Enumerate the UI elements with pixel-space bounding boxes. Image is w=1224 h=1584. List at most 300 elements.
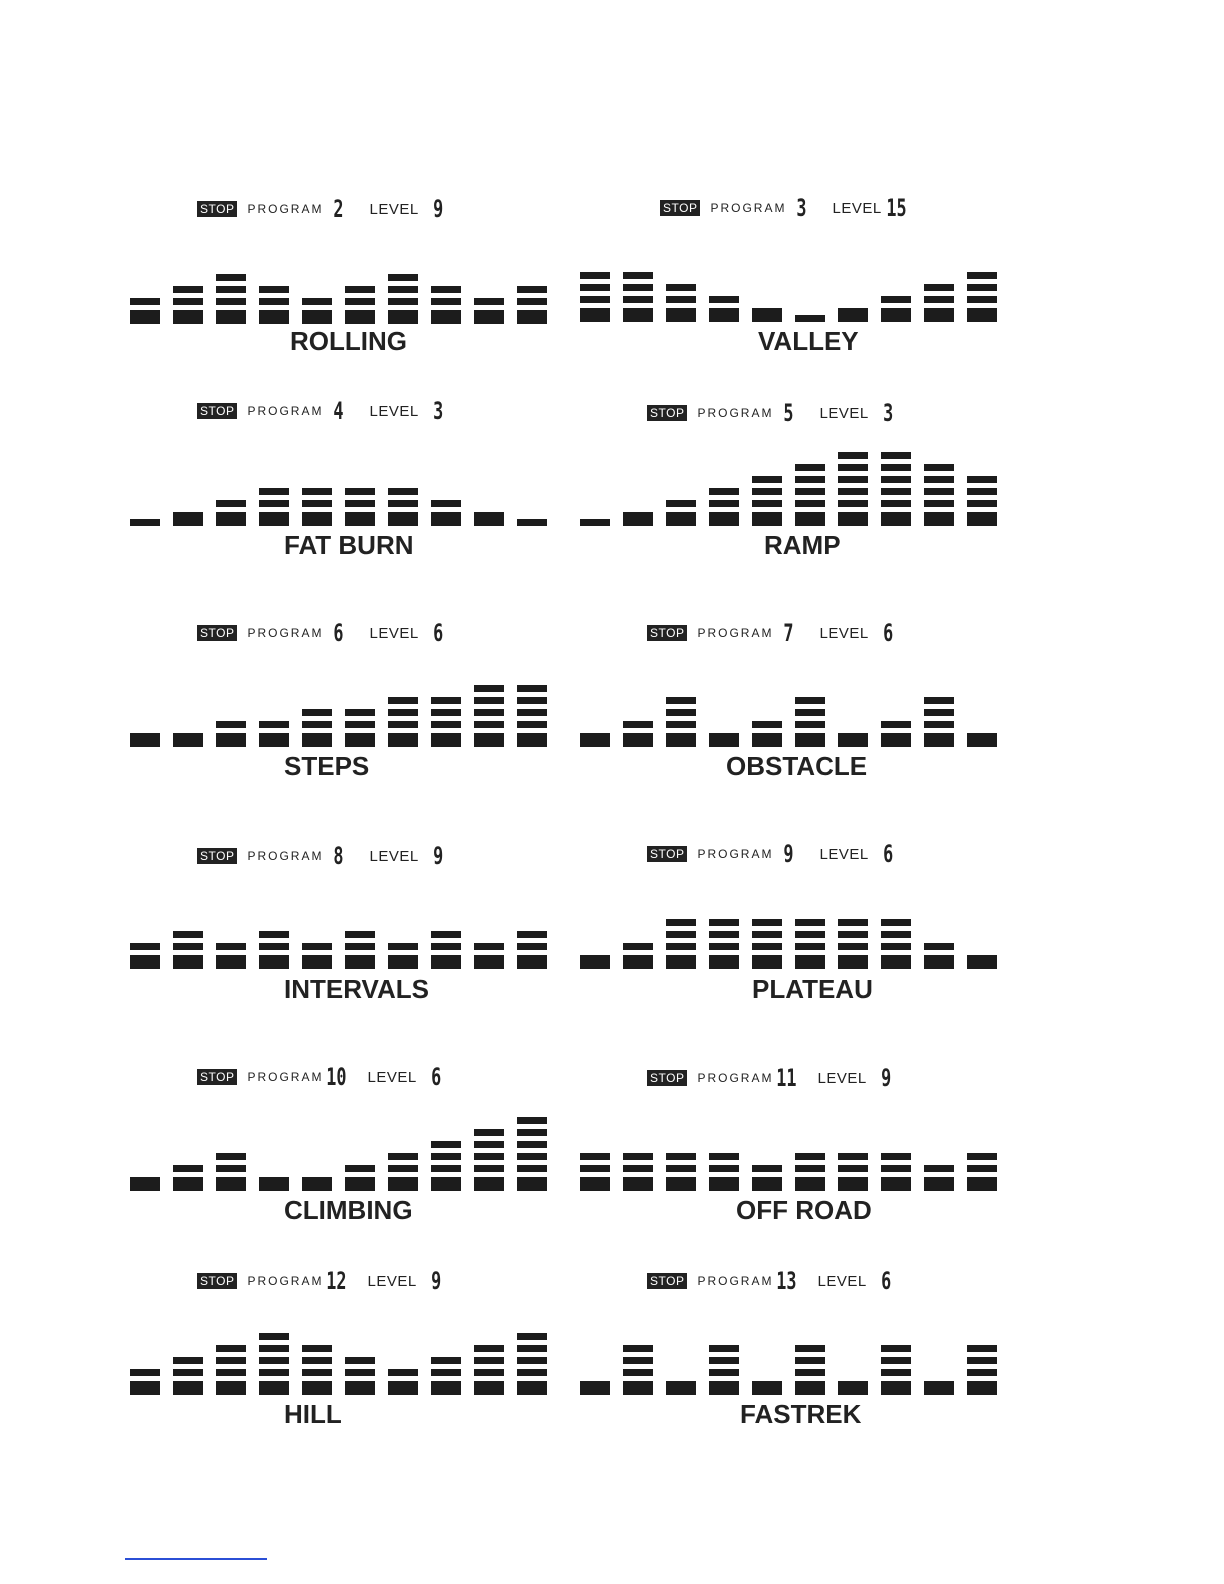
profile-segment xyxy=(795,943,825,950)
profile-segment xyxy=(666,1177,696,1184)
profile-segment xyxy=(752,476,782,483)
profile-segment xyxy=(967,740,997,747)
program-panel xyxy=(130,843,570,1043)
profile-segment xyxy=(517,685,547,692)
program-number: 5 xyxy=(783,399,795,427)
profile-segment xyxy=(431,1184,461,1191)
profile-segment xyxy=(580,284,610,291)
profile-segment xyxy=(345,1357,375,1364)
profile-segment xyxy=(216,943,246,950)
profile-segment xyxy=(666,296,696,303)
profile-segment xyxy=(474,310,504,317)
profile-segment xyxy=(259,519,289,526)
profile-segment xyxy=(517,1129,547,1136)
profile-column xyxy=(388,483,418,526)
profile-column xyxy=(580,950,610,969)
profile-segment xyxy=(259,298,289,305)
profile-column xyxy=(302,938,332,969)
profile-column xyxy=(924,938,954,969)
level-number: 15 xyxy=(886,194,907,222)
profile-segment xyxy=(881,315,911,322)
profile-segment xyxy=(838,1177,868,1184)
profile-segment xyxy=(838,955,868,962)
profile-segment xyxy=(345,733,375,740)
profile-column xyxy=(474,293,504,324)
profile-segment xyxy=(388,1177,418,1184)
profile-column xyxy=(881,716,911,747)
profile-segment xyxy=(709,488,739,495)
profile-column xyxy=(666,1148,696,1191)
profile-segment xyxy=(259,943,289,950)
profile-segment xyxy=(431,1357,461,1364)
profile-segment xyxy=(838,315,868,322)
profile-segment xyxy=(838,500,868,507)
profile-segment xyxy=(130,1184,160,1191)
profile-column xyxy=(474,680,504,747)
profile-segment xyxy=(431,1177,461,1184)
profile-bar-graph xyxy=(130,889,550,969)
footer-rule xyxy=(125,1558,267,1560)
profile-column xyxy=(517,1112,547,1191)
profile-column xyxy=(666,914,696,969)
profile-segment xyxy=(259,955,289,962)
profile-segment xyxy=(881,733,911,740)
profile-segment xyxy=(881,296,911,303)
profile-segment xyxy=(173,1357,203,1364)
profile-segment xyxy=(623,733,653,740)
profile-segment xyxy=(517,955,547,962)
program-name: ROLLING xyxy=(290,326,407,356)
level-label: LEVEL xyxy=(819,404,869,422)
profile-segment xyxy=(517,1177,547,1184)
profile-column xyxy=(302,293,332,324)
stop-badge: STOP xyxy=(197,403,237,419)
profile-segment xyxy=(666,315,696,322)
profile-segment xyxy=(623,1381,653,1388)
profile-segment xyxy=(474,1369,504,1376)
profile-segment xyxy=(517,1141,547,1148)
profile-segment xyxy=(345,500,375,507)
profile-segment xyxy=(623,943,653,950)
profile-segment xyxy=(881,519,911,526)
profile-segment xyxy=(838,519,868,526)
profile-segment xyxy=(623,1165,653,1172)
profile-segment xyxy=(302,1369,332,1376)
profile-segment xyxy=(345,1165,375,1172)
profile-segment xyxy=(474,1153,504,1160)
profile-segment xyxy=(173,733,203,740)
level-number: 6 xyxy=(432,619,443,647)
profile-segment xyxy=(709,733,739,740)
profile-segment xyxy=(517,962,547,969)
profile-segment xyxy=(388,519,418,526)
profile-column xyxy=(924,279,954,322)
program-number: 8 xyxy=(333,842,345,870)
profile-column xyxy=(302,483,332,526)
profile-column xyxy=(474,507,504,526)
profile-segment xyxy=(838,1388,868,1395)
program-panel xyxy=(130,620,570,820)
profile-segment xyxy=(666,740,696,747)
profile-segment xyxy=(838,733,868,740)
profile-segment xyxy=(881,464,911,471)
profile-column xyxy=(173,281,203,324)
profile-segment xyxy=(302,500,332,507)
program-label: PROGRAM xyxy=(247,849,324,863)
profile-segment xyxy=(173,1165,203,1172)
profile-segment xyxy=(517,721,547,728)
level-number: 3 xyxy=(882,399,893,427)
profile-segment xyxy=(474,1184,504,1191)
profile-segment xyxy=(580,1184,610,1191)
profile-column xyxy=(130,938,160,969)
profile-segment xyxy=(666,955,696,962)
profile-segment xyxy=(130,317,160,324)
profile-segment xyxy=(173,931,203,938)
profile-column xyxy=(517,281,547,324)
profile-column xyxy=(130,728,160,747)
profile-segment xyxy=(431,943,461,950)
profile-segment xyxy=(388,1184,418,1191)
profile-segment xyxy=(388,709,418,716)
profile-column xyxy=(838,447,868,526)
profile-column xyxy=(752,716,782,747)
profile-segment xyxy=(474,709,504,716)
profile-segment xyxy=(517,1381,547,1388)
profile-segment xyxy=(173,317,203,324)
profile-segment xyxy=(795,1381,825,1388)
profile-column xyxy=(795,1148,825,1191)
profile-segment xyxy=(881,943,911,950)
profile-bar-graph xyxy=(580,889,1000,969)
profile-segment xyxy=(130,943,160,950)
program-label: PROGRAM xyxy=(697,847,774,861)
profile-segment xyxy=(388,286,418,293)
profile-segment xyxy=(666,931,696,938)
profile-segment xyxy=(838,464,868,471)
profile-column xyxy=(431,495,461,526)
profile-segment xyxy=(431,500,461,507)
profile-segment xyxy=(517,740,547,747)
profile-segment xyxy=(924,721,954,728)
profile-segment xyxy=(259,1357,289,1364)
profile-segment xyxy=(173,1369,203,1376)
profile-column xyxy=(173,507,203,526)
profile-segment xyxy=(431,1141,461,1148)
profile-segment xyxy=(623,1369,653,1376)
profile-segment xyxy=(967,488,997,495)
profile-bar-graph xyxy=(130,1315,550,1395)
profile-segment xyxy=(517,697,547,704)
profile-segment xyxy=(474,943,504,950)
profile-segment xyxy=(967,500,997,507)
profile-segment xyxy=(881,512,911,519)
profile-segment xyxy=(623,1184,653,1191)
level-number: 9 xyxy=(432,195,443,223)
profile-segment xyxy=(345,740,375,747)
profile-segment xyxy=(345,519,375,526)
profile-segment xyxy=(967,1369,997,1376)
program-label: PROGRAM xyxy=(697,1071,774,1085)
profile-segment xyxy=(795,519,825,526)
profile-segment xyxy=(130,1381,160,1388)
profile-segment xyxy=(967,512,997,519)
profile-column xyxy=(967,1148,997,1191)
profile-column xyxy=(431,281,461,324)
profile-segment xyxy=(967,1153,997,1160)
profile-segment xyxy=(924,955,954,962)
profile-segment xyxy=(302,740,332,747)
profile-segment xyxy=(474,1381,504,1388)
profile-segment xyxy=(259,1177,289,1184)
profile-segment xyxy=(580,296,610,303)
profile-segment xyxy=(216,1165,246,1172)
profile-column xyxy=(431,1136,461,1191)
profile-column xyxy=(967,471,997,526)
program-name: OFF ROAD xyxy=(736,1195,872,1225)
level-label: LEVEL xyxy=(819,845,869,863)
profile-segment xyxy=(345,298,375,305)
profile-column xyxy=(216,716,246,747)
profile-segment xyxy=(431,286,461,293)
profile-segment xyxy=(752,315,782,322)
profile-segment xyxy=(130,1369,160,1376)
profile-segment xyxy=(474,1388,504,1395)
profile-segment xyxy=(666,512,696,519)
profile-segment xyxy=(388,310,418,317)
profile-column xyxy=(623,938,653,969)
stop-badge: STOP xyxy=(197,201,237,217)
profile-segment xyxy=(924,962,954,969)
lcd-header xyxy=(197,843,445,869)
profile-segment xyxy=(881,1177,911,1184)
profile-segment xyxy=(666,709,696,716)
profile-segment xyxy=(259,962,289,969)
stop-badge: STOP xyxy=(197,848,237,864)
profile-column xyxy=(623,716,653,747)
profile-segment xyxy=(388,1165,418,1172)
profile-segment xyxy=(709,308,739,315)
profile-segment xyxy=(666,733,696,740)
profile-segment xyxy=(517,733,547,740)
profile-segment xyxy=(431,512,461,519)
profile-segment xyxy=(259,733,289,740)
stop-badge: STOP xyxy=(647,625,687,641)
profile-segment xyxy=(924,1184,954,1191)
profile-segment xyxy=(388,1153,418,1160)
profile-column xyxy=(666,279,696,322)
profile-segment xyxy=(623,1357,653,1364)
profile-segment xyxy=(709,1153,739,1160)
profile-column xyxy=(709,728,739,747)
profile-segment xyxy=(838,1381,868,1388)
profile-segment xyxy=(881,1345,911,1352)
profile-segment xyxy=(345,1381,375,1388)
profile-column xyxy=(623,507,653,526)
program-name: FAT BURN xyxy=(284,530,414,560)
profile-segment xyxy=(130,1388,160,1395)
stop-badge: STOP xyxy=(197,1069,237,1085)
profile-segment xyxy=(517,943,547,950)
profile-column xyxy=(924,1160,954,1191)
profile-segment xyxy=(709,1381,739,1388)
profile-column xyxy=(345,1160,375,1191)
profile-segment xyxy=(666,519,696,526)
profile-segment xyxy=(580,519,610,526)
profile-segment xyxy=(924,697,954,704)
level-label: LEVEL xyxy=(367,1068,417,1086)
profile-segment xyxy=(216,286,246,293)
stop-badge: STOP xyxy=(647,846,687,862)
profile-segment xyxy=(924,296,954,303)
profile-segment xyxy=(709,1165,739,1172)
profile-segment xyxy=(924,476,954,483)
profile-segment xyxy=(130,1177,160,1184)
profile-segment xyxy=(345,943,375,950)
profile-segment xyxy=(752,512,782,519)
stop-badge: STOP xyxy=(197,625,237,641)
profile-segment xyxy=(259,500,289,507)
profile-column xyxy=(623,1148,653,1191)
profile-segment xyxy=(345,488,375,495)
profile-segment xyxy=(130,962,160,969)
profile-segment xyxy=(302,1177,332,1184)
profile-segment xyxy=(795,955,825,962)
profile-segment xyxy=(580,1165,610,1172)
profile-segment xyxy=(924,1165,954,1172)
profile-segment xyxy=(709,955,739,962)
profile-column xyxy=(173,728,203,747)
profile-segment xyxy=(259,317,289,324)
profile-segment xyxy=(580,1177,610,1184)
profile-segment xyxy=(838,452,868,459)
profile-segment xyxy=(623,284,653,291)
profile-segment xyxy=(517,931,547,938)
profile-column xyxy=(795,459,825,526)
profile-segment xyxy=(795,733,825,740)
program-number: 3 xyxy=(796,194,808,222)
profile-segment xyxy=(795,1165,825,1172)
program-panel xyxy=(580,1268,1020,1468)
profile-segment xyxy=(795,1177,825,1184)
profile-segment xyxy=(345,709,375,716)
profile-segment xyxy=(924,943,954,950)
profile-column xyxy=(795,315,825,322)
profile-column xyxy=(173,1352,203,1395)
profile-segment xyxy=(838,962,868,969)
profile-segment xyxy=(967,1165,997,1172)
profile-column xyxy=(259,716,289,747)
profile-segment xyxy=(709,1184,739,1191)
profile-segment xyxy=(752,943,782,950)
profile-segment xyxy=(345,1184,375,1191)
profile-segment xyxy=(173,512,203,519)
profile-segment xyxy=(623,1345,653,1352)
profile-segment xyxy=(709,740,739,747)
profile-column xyxy=(388,269,418,324)
program-panel xyxy=(580,620,1020,820)
profile-segment xyxy=(924,1381,954,1388)
program-panel xyxy=(580,841,1020,1041)
profile-segment xyxy=(623,1177,653,1184)
profile-column xyxy=(666,495,696,526)
profile-segment xyxy=(881,500,911,507)
profile-column xyxy=(580,1148,610,1191)
profile-segment xyxy=(431,1381,461,1388)
profile-column xyxy=(517,519,547,526)
profile-segment xyxy=(623,955,653,962)
program-panel xyxy=(580,400,1020,600)
profile-bar-graph xyxy=(130,1111,550,1191)
profile-segment xyxy=(709,1388,739,1395)
profile-column xyxy=(709,1340,739,1395)
profile-segment xyxy=(752,955,782,962)
profile-segment xyxy=(173,962,203,969)
profile-segment xyxy=(795,709,825,716)
profile-column xyxy=(967,950,997,969)
profile-segment xyxy=(216,512,246,519)
profile-segment xyxy=(881,1388,911,1395)
profile-segment xyxy=(967,476,997,483)
profile-column xyxy=(795,692,825,747)
profile-segment xyxy=(130,519,160,526)
profile-column xyxy=(216,269,246,324)
profile-segment xyxy=(838,488,868,495)
profile-segment xyxy=(580,1388,610,1395)
profile-segment xyxy=(388,962,418,969)
profile-segment xyxy=(580,272,610,279)
profile-bar-graph xyxy=(130,244,550,324)
profile-segment xyxy=(216,1177,246,1184)
program-label: PROGRAM xyxy=(247,626,324,640)
profile-segment xyxy=(517,286,547,293)
profile-segment xyxy=(431,1153,461,1160)
profile-segment xyxy=(474,1129,504,1136)
profile-segment xyxy=(838,1153,868,1160)
profile-column xyxy=(345,926,375,969)
profile-segment xyxy=(302,298,332,305)
profile-segment xyxy=(709,519,739,526)
profile-column xyxy=(173,1160,203,1191)
profile-segment xyxy=(795,962,825,969)
profile-column xyxy=(259,926,289,969)
profile-segment xyxy=(216,310,246,317)
profile-segment xyxy=(173,298,203,305)
profile-segment xyxy=(752,1184,782,1191)
level-label: LEVEL xyxy=(832,199,882,217)
profile-column xyxy=(259,1328,289,1395)
profile-segment xyxy=(259,740,289,747)
profile-segment xyxy=(967,519,997,526)
level-number: 9 xyxy=(430,1267,441,1295)
profile-bar-graph xyxy=(580,1111,1000,1191)
profile-segment xyxy=(795,1357,825,1364)
profile-segment xyxy=(580,1153,610,1160)
profile-column xyxy=(302,1340,332,1395)
profile-segment xyxy=(623,1153,653,1160)
profile-column xyxy=(302,704,332,747)
profile-segment xyxy=(216,1357,246,1364)
profile-segment xyxy=(474,1177,504,1184)
profile-segment xyxy=(752,1177,782,1184)
profile-segment xyxy=(474,721,504,728)
profile-segment xyxy=(302,943,332,950)
profile-segment xyxy=(752,1165,782,1172)
level-number: 6 xyxy=(882,840,893,868)
profile-segment xyxy=(881,1165,911,1172)
profile-segment xyxy=(517,1345,547,1352)
profile-segment xyxy=(216,1345,246,1352)
